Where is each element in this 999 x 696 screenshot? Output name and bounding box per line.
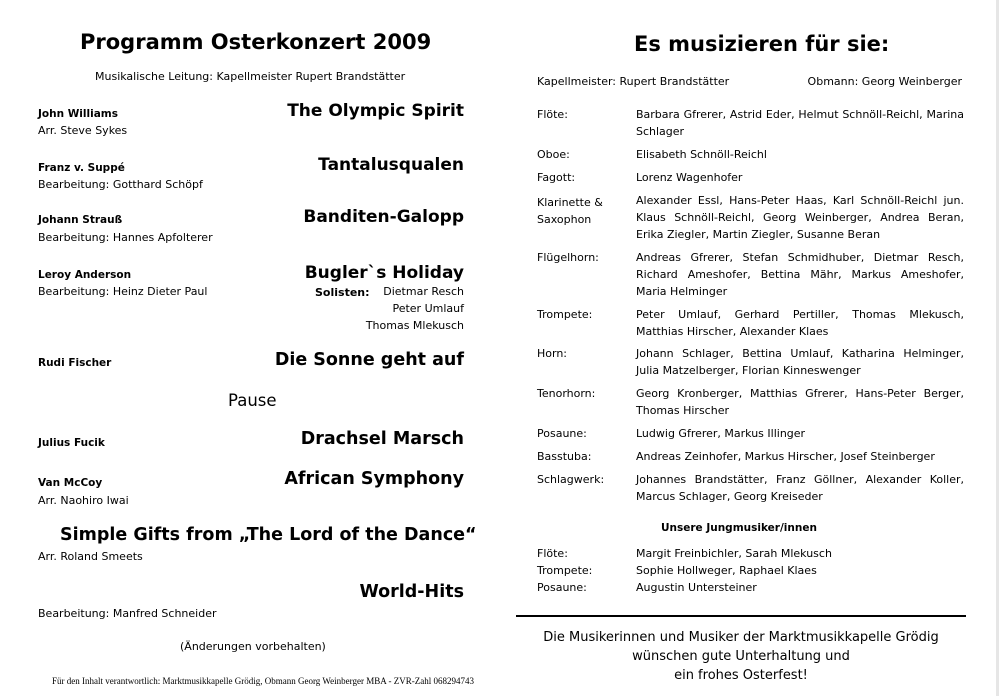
musician-names: Barbara Gfrerer, Astrid Eder, Helmut Schnöll-Reichl, Marina Schlager xyxy=(636,108,964,138)
composer-name: John Williams xyxy=(38,108,118,120)
instrument-label: Flöte: xyxy=(537,108,568,121)
arranger-name: Arr. Naohiro Iwai xyxy=(38,494,129,507)
arranger-name: Arr. Steve Sykes xyxy=(38,124,128,137)
composer-name: Rudi Fischer xyxy=(38,357,112,369)
musician-names: Lorenz Wagenhofer xyxy=(636,171,743,184)
piece-title: Bugler`s Holiday xyxy=(304,263,464,283)
arranger-name: Arr. Roland Smeets xyxy=(38,550,143,563)
soloists-label: Solisten: xyxy=(315,286,370,299)
divider-line xyxy=(516,615,966,617)
instrument-label: Klarinette & Saxophon xyxy=(537,196,603,226)
footer-note: Für den Inhalt verantwortlich: Marktmusikkapelle Grödig, Obmann Georg Weinberger MBA - ZVR-Zahl 068294743 xyxy=(52,676,474,686)
instrument-label: Tenorhorn: xyxy=(537,387,596,400)
instrument-label: Schlagwerk: xyxy=(537,473,605,486)
musician-names: Johann Schlager, Bettina Umlauf, Katharina Helminger, Julia Matzelberger, Florian Kinneswenger xyxy=(636,347,964,377)
piece-title: World-Hits xyxy=(359,582,464,602)
program-title: Programm Osterkonzert 2009 xyxy=(80,30,432,54)
musicians-title: Es musizieren für sie: xyxy=(634,32,890,56)
musician-names: Alexander Essl, Hans-Peter Haas, Karl Schnöll-Reichl jun. Klaus Schnöll-Reichl, Georg Weinberger, Andrea Beran, Erika Ziegler, Martin Ziegler, Susanne Beran xyxy=(636,194,964,241)
arranger-name: Bearbeitung: Gotthard Schöpf xyxy=(38,178,203,191)
kapellmeister-line: Kapellmeister: Rupert Brandstätter xyxy=(537,75,730,88)
arranger-name: Bearbeitung: Manfred Schneider xyxy=(38,607,217,620)
instrument-label: Flöte: xyxy=(537,547,568,560)
piece-title: Die Sonne geht auf xyxy=(274,350,464,370)
soloist-name: Thomas Mlekusch xyxy=(365,319,464,332)
musician-names: Peter Umlauf, Gerhard Pertiller, Thomas Mlekusch, Matthias Hirscher, Alexander Klaes xyxy=(636,308,964,338)
arranger-name: Bearbeitung: Hannes Apfolterer xyxy=(38,231,213,244)
instrument-label: Flügelhorn: xyxy=(537,251,599,264)
musician-names: Margit Freinbichler, Sarah Mlekusch xyxy=(636,547,832,560)
closing-line: Die Musikerinnen und Musiker der Marktmusikkapelle Grödig xyxy=(543,630,939,645)
piece-title: African Symphony xyxy=(284,469,464,489)
piece-title: Simple Gifts from „The Lord of the Dance“ xyxy=(60,525,477,545)
musician-names: Andreas Gfrerer, Stefan Schmidhuber, Dietmar Resch, Richard Ameshofer, Bettina Mähr, Markus Ameshofer, Maria Helminger xyxy=(636,251,964,298)
composer-name: Van McCoy xyxy=(38,477,103,489)
composer-name: Julius Fucik xyxy=(38,437,105,449)
pause-label: Pause xyxy=(228,391,277,410)
instrument-label: Posaune: xyxy=(537,427,587,440)
young-musicians-title: Unsere Jungmusiker/innen xyxy=(661,522,817,534)
composer-name: Johann Strauß xyxy=(38,214,123,226)
obmann-line: Obmann: Georg Weinberger xyxy=(807,75,962,88)
musician-names: Ludwig Gfrerer, Markus Illinger xyxy=(636,427,806,440)
piece-title: Drachsel Marsch xyxy=(300,429,464,449)
instrument-label: Posaune: xyxy=(537,581,587,594)
conductor-line: Musikalische Leitung: Kapellmeister Rupert Brandstätter xyxy=(95,70,406,83)
piece-title: The Olympic Spirit xyxy=(287,101,464,121)
instrument-label: Fagott: xyxy=(537,171,576,184)
instrument-label: Trompete: xyxy=(537,308,593,321)
closing-line: wünschen gute Unterhaltung und xyxy=(632,649,850,664)
closing-line: ein frohes Osterfest! xyxy=(674,668,808,683)
musician-names: Sophie Hollweger, Raphael Klaes xyxy=(636,564,817,577)
arranger-name: Bearbeitung: Heinz Dieter Paul xyxy=(38,285,208,298)
musician-names: Georg Kronberger, Matthias Gfrerer, Hans-Peter Berger, Thomas Hirscher xyxy=(636,387,964,417)
instrument-label: Horn: xyxy=(537,347,568,360)
soloist-name: Dietmar Resch xyxy=(383,285,464,298)
instrument-label: Basstuba: xyxy=(537,450,592,463)
instrument-label: Oboe: xyxy=(537,148,570,161)
musician-names: Andreas Zeinhofer, Markus Hirscher, Josef Steinberger xyxy=(636,450,935,463)
soloist-name: Peter Umlauf xyxy=(392,302,464,315)
composer-name: Franz v. Suppé xyxy=(38,162,125,174)
piece-title: Banditen-Galopp xyxy=(303,207,464,227)
musician-names: Elisabeth Schnöll-Reichl xyxy=(636,148,767,161)
closing-message xyxy=(526,628,956,685)
piece-title: Tantalusqualen xyxy=(318,155,464,175)
musician-names: Augustin Untersteiner xyxy=(636,581,757,594)
changes-note: (Änderungen vorbehalten) xyxy=(180,640,326,653)
instrument-label: Trompete: xyxy=(537,564,593,577)
composer-name: Leroy Anderson xyxy=(38,269,132,281)
musician-names: Johannes Brandstätter, Franz Göllner, Alexander Koller, Marcus Schlager, Georg Kreiseder xyxy=(636,473,964,503)
